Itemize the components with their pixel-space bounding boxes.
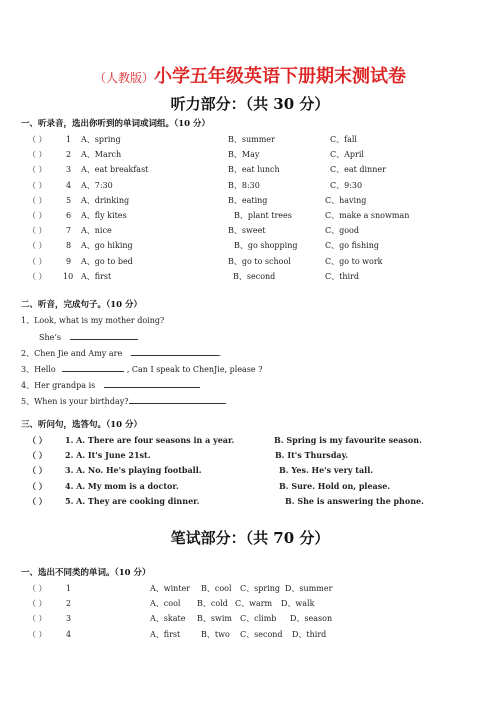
fill-line-2 bbox=[21, 346, 221, 360]
fill-line-1b-text: She’s bbox=[39, 333, 62, 342]
option-a: A、cool bbox=[150, 599, 181, 609]
option-b: B、eating bbox=[228, 195, 268, 205]
option-c: C、9:30 bbox=[330, 180, 363, 190]
fill-line-5-text: 5、When is your birthday? bbox=[21, 397, 129, 406]
option-d: D、summer bbox=[285, 584, 333, 593]
option-a: A、first bbox=[81, 271, 112, 281]
fill-line-4 bbox=[21, 378, 200, 392]
option-c: C、fall bbox=[330, 135, 357, 144]
option-b: B、go to school bbox=[228, 256, 291, 266]
option-a: 4. A. My mom is a doctor. bbox=[65, 480, 179, 491]
odd-one-out-row bbox=[0, 597, 500, 610]
answer-choice-row bbox=[0, 464, 500, 477]
answer-blank[interactable]: （ ） bbox=[28, 450, 47, 461]
fill-line-3 bbox=[21, 362, 263, 376]
question-number: 2 bbox=[66, 599, 72, 609]
odd-one-out-row bbox=[0, 628, 500, 641]
listening-part2-title: 二、听音，完成句子。（10 分） bbox=[21, 300, 143, 310]
writing-part1-title: 一、选出不同类的单词。（10 分） bbox=[21, 568, 151, 578]
option-b: B、cool bbox=[201, 584, 232, 593]
option-b: B. Sure. Hold on, please. bbox=[279, 480, 391, 491]
answer-blank[interactable]: （ ） bbox=[28, 495, 47, 506]
option-b: B、sweet bbox=[228, 226, 266, 236]
answer-blank[interactable]: （ ） bbox=[28, 465, 47, 476]
option-b: B. She is answering the phone. bbox=[285, 495, 424, 506]
listening-part3-title: 三、听问句，选答句。（10 分） bbox=[21, 420, 143, 430]
writing-heading: 笔试部分：（共 70 分） bbox=[170, 529, 330, 547]
listening-choice-row bbox=[0, 209, 500, 222]
option-d: D、third bbox=[292, 629, 327, 639]
listening-choice-row bbox=[0, 239, 500, 252]
blank-1[interactable] bbox=[70, 330, 138, 340]
fill-line-3-text: 3、Hello bbox=[21, 365, 56, 374]
option-b: B、second bbox=[233, 271, 276, 281]
question-number: 3 bbox=[66, 614, 72, 624]
answer-blank[interactable]: （ ） bbox=[28, 226, 47, 236]
question-number: 8 bbox=[66, 241, 72, 251]
option-a: A、fly kites bbox=[81, 211, 127, 220]
listening-choice-row bbox=[0, 224, 500, 237]
option-d: D、season bbox=[290, 614, 333, 624]
option-c: C、having bbox=[325, 195, 367, 205]
option-c: C、third bbox=[325, 271, 359, 281]
answer-choice-row bbox=[0, 480, 500, 493]
fill-line-1: 1、Look, what is my mother doing? bbox=[21, 316, 165, 325]
blank-3[interactable] bbox=[62, 362, 124, 372]
fill-line-3-end: , Can I speak to ChenJie, please ? bbox=[126, 365, 263, 374]
answer-blank[interactable]: （ ） bbox=[28, 584, 47, 593]
option-c: C、eat dinner bbox=[330, 165, 386, 175]
option-a: 1. A. There are four seasons in a year. bbox=[65, 435, 235, 445]
option-a: A、March bbox=[81, 150, 122, 160]
option-a: 3. A. No. He's playing football. bbox=[65, 465, 202, 476]
answer-blank[interactable]: （ ） bbox=[28, 614, 47, 624]
option-b: B. Spring is my favourite season. bbox=[274, 435, 422, 445]
option-b: B、summer bbox=[228, 135, 275, 144]
blank-2[interactable] bbox=[131, 346, 219, 356]
listening-choice-row bbox=[0, 179, 500, 192]
option-b: B、go shopping bbox=[234, 241, 298, 251]
option-c: C、good bbox=[325, 226, 359, 236]
option-b: B、plant trees bbox=[234, 211, 292, 220]
answer-choice-row bbox=[0, 434, 500, 447]
title-text: 小学五年级英语下册期末测试卷 bbox=[154, 66, 406, 87]
option-a: A、first bbox=[150, 629, 181, 639]
option-d: D、walk bbox=[281, 599, 315, 609]
listening-choice-row bbox=[0, 270, 500, 283]
question-number: 3 bbox=[66, 165, 72, 175]
answer-blank[interactable]: （ ） bbox=[28, 211, 47, 220]
option-a: A、go hiking bbox=[81, 241, 133, 251]
option-a: A、spring bbox=[81, 135, 121, 144]
listening-choice-row bbox=[0, 133, 500, 146]
answer-blank[interactable]: （ ） bbox=[28, 180, 47, 190]
option-c: C、spring bbox=[240, 584, 281, 593]
answer-blank[interactable]: （ ） bbox=[28, 150, 47, 160]
question-number: 1 bbox=[66, 135, 72, 144]
question-number: 7 bbox=[66, 226, 72, 236]
listening-part1-title: 一、听录音，选出你听到的单词或词组。（10 分） bbox=[21, 119, 211, 129]
answer-blank[interactable]: （ ） bbox=[28, 599, 47, 609]
fill-line-1b bbox=[39, 330, 138, 344]
option-a: 2. A. It's June 21st. bbox=[65, 450, 151, 461]
fill-line-2-text: 2、Chen Jie and Amy are bbox=[21, 349, 123, 358]
option-b: B. Yes. He's very tall. bbox=[279, 465, 374, 476]
answer-blank[interactable]: （ ） bbox=[28, 480, 47, 491]
odd-one-out-row bbox=[0, 582, 500, 595]
exam-title bbox=[0, 62, 500, 88]
answer-choice-row bbox=[0, 495, 500, 508]
answer-blank[interactable]: （ ） bbox=[28, 435, 47, 445]
question-number: 9 bbox=[66, 256, 72, 266]
option-c: C、go fishing bbox=[325, 241, 380, 251]
blank-4[interactable] bbox=[104, 378, 200, 388]
answer-choice-row bbox=[0, 449, 500, 462]
fill-line-2-end: . bbox=[218, 349, 222, 358]
question-number: 4 bbox=[66, 180, 72, 190]
option-b: B、cold bbox=[197, 599, 228, 609]
odd-one-out-row bbox=[0, 612, 500, 625]
option-a: 5. A. They are cooking dinner. bbox=[65, 495, 200, 506]
question-number: 1 bbox=[66, 584, 72, 593]
question-number: 5 bbox=[66, 195, 72, 205]
option-a: A、7:30 bbox=[81, 180, 113, 190]
fill-line-5 bbox=[21, 394, 227, 408]
option-a: A、skate bbox=[150, 614, 186, 624]
answer-blank[interactable]: （ ） bbox=[28, 256, 47, 266]
listening-heading: 听力部分：（共 30 分） bbox=[170, 95, 330, 113]
edition-label: （人教版） bbox=[93, 71, 154, 85]
question-number: 10 bbox=[63, 271, 74, 281]
option-b: B、8:30 bbox=[228, 180, 260, 190]
question-number: 6 bbox=[66, 211, 72, 220]
option-a: A、drinking bbox=[81, 195, 130, 205]
option-c: C、warm bbox=[235, 599, 273, 609]
answer-blank[interactable]: （ ） bbox=[28, 195, 47, 205]
option-c: C、make a snowman bbox=[325, 211, 410, 220]
answer-blank[interactable]: （ ） bbox=[28, 241, 47, 251]
listening-choice-row bbox=[0, 194, 500, 207]
answer-blank[interactable]: （ ） bbox=[28, 271, 47, 281]
option-a: A、go to bed bbox=[81, 256, 133, 266]
option-c: C、April bbox=[330, 150, 364, 160]
option-b: B、eat lunch bbox=[228, 165, 280, 175]
option-c: C、second bbox=[240, 629, 283, 639]
answer-blank[interactable]: （ ） bbox=[28, 135, 47, 144]
listening-choice-row bbox=[0, 255, 500, 268]
option-b: B. It's Thursday. bbox=[275, 450, 349, 461]
option-c: C、go to work bbox=[325, 256, 383, 266]
blank-5[interactable] bbox=[129, 394, 225, 404]
option-b: B、May bbox=[228, 150, 260, 160]
listening-choice-row bbox=[0, 148, 500, 161]
option-a: A、nice bbox=[81, 226, 112, 236]
option-a: A、eat breakfast bbox=[81, 165, 149, 175]
answer-blank[interactable]: （ ） bbox=[28, 165, 47, 175]
question-number: 4 bbox=[66, 629, 72, 639]
option-c: C、climb bbox=[240, 614, 277, 624]
answer-blank[interactable]: （ ） bbox=[28, 629, 47, 639]
listening-choice-row bbox=[0, 163, 500, 176]
option-a: A、winter bbox=[150, 584, 191, 593]
fill-line-5-end: . bbox=[224, 397, 228, 406]
question-number: 2 bbox=[66, 150, 72, 160]
option-b: B、two bbox=[201, 629, 230, 639]
option-b: B、swim bbox=[197, 614, 232, 624]
fill-line-4-text: 4、Her grandpa is bbox=[21, 381, 96, 390]
